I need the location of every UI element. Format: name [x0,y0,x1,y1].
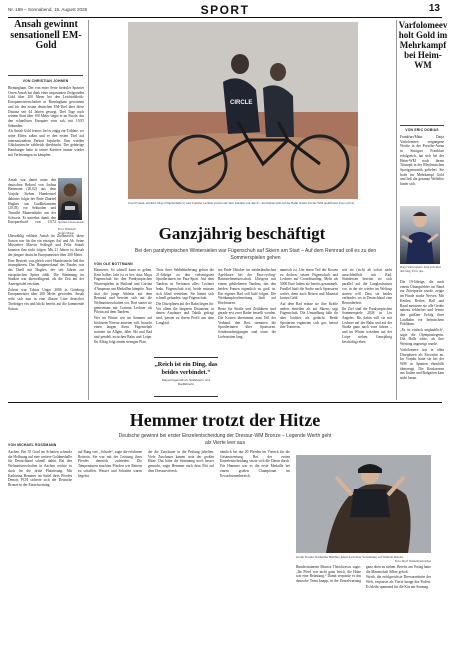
main-story-col-3 [218,268,276,398]
bottom-story-col-2: auf Rang vier. „Schade“, sagte die erfahrene Reiterin. Sie war mit der Leistung ihres Pferdes dennoch zufrieden. Die Temperaturen machten Pferden wie Reitern zu schaffen, Wasser und Schatten waren begehrt. [78,450,142,478]
page-number: 13 [428,3,440,14]
bottom-story-col-5 [296,565,431,665]
main-story-subhead: Bei den paralympischen Wintersielen war Fügenschuh auf Skiern am Start – Auf dem Rennrad soll es zu den Sommerspielen gehen [134,248,377,261]
pull-quote [154,357,218,397]
right-story-headline: Varfolomeev holt Gold im Mehrkampf bei Heim-WM [398,20,448,70]
varfolomeev-photo-caption [400,266,444,274]
tandem-photo [128,22,358,199]
pull-quote-author: Maya Fügenschuh, Skifahrerin und Radfahrerin [162,378,210,387]
main-story-col-4 [280,268,338,398]
section-title: SPORT [200,3,250,17]
bottom-story-headline: Hemmer trotzt der Hitze [129,410,321,430]
left-story-rule [8,75,83,76]
varfolomeev-caption-credit: Foto: dpa [411,268,424,273]
right-story-rule [400,125,444,126]
main-story-col-5 [342,268,392,398]
left-story-headline: Ansah gewinnt sensationell EM-Gold [10,19,82,51]
bottom-paragraph: Werth, die erfolgreichste Dressurreiterin der Welt, verpasste als Vierte knapp das Podest. Es bleibt spannend für die Kür am Sonntag. [366,575,431,589]
left-story-body [8,86,84,178]
right-paragraph: Varfolomeev trat in allen Disziplinen als Favoritin an. Im Vorjahr hatte sie bei der WM in Spanien ebenfalls überzeugt. Die Konkurrenz aus Italien und Bulgarien kam nicht heran. [400,347,444,381]
bottom-story-subhead: Deutsche gewinnt bei erster Einzelentscheidung der Dressur-WM Bronze – Legende Werth geht als Vierte leer aus [118,433,332,446]
hemmer-caption-text: Große Freude: Katharina Hemmer jubelt nach ihrer Vorstellung auf Wallach Denoix. [296,555,404,559]
main-paragraph: Trotz ihrer Sehbehinderung gehört die 21-Jährige zu den vielseitigsten Sportlerinnen im Para-Sport. Auf dem Tandem ist Vertrauen alles: Lechner lenkt, Fügenschuh tritt, beide müssen sich blind verstehen. Sie hätten sich schnell gefunden, sagt Fügenschuh. [156,268,214,301]
left-story-body-wrap: Ansah war damit unter den deutschen Rekord von Joshua Hartmann (20,02) aus dem Vorjahr. Sieben Hundertstel dahinter folgte der Brite Zharnel Hughes aus Großbritannien (20,03) vor Sekunden und Timothé Mumenthaler aus der Schweiz. Er unterbot damit den Europarekord von 19,72 [8,178,56,224]
ansah-photo-credit: Foto: IMAGO/ Stefan Mayer [58,227,77,235]
main-paragraph: Wer im Winter wie im Sommer auf höchstem Niveau antreten will, braucht einen langen Atem. Fügenschuh trainiert im Allgäu, fährt Ski und Rad und pendelt zwischen Bahn und Loipe. Ihr Alltag folgt einem strengen Plan. [94,316,152,344]
column-divider [396,20,397,400]
main-paragraph: ten Ende Oktober im niederländischen Apeldoorn bei der Para-cycling-Bahnweltmeisterschaft. Übrigens mit einem gebliehenen Tandem, das den beiden Frauen eigentlich zu groß ist. Ein eigenes Rad soll bald folgen. Die Wettkampfvorbereitung läuft auf Hochtouren. [218,268,276,305]
column-divider [88,20,89,400]
right-story-byline: VON ERIC DOBIAS [405,128,439,132]
main-story-col-1 [94,268,152,398]
main-paragraph: Auf dem Rad müsse sie ihre Kräfte anders einteilen als auf Skiern, sagt Fügenschuh. Die Umstellung falle ihr aber leichter als gedacht. Beide Sportarten ergänzten sich gut, betont ihre Trainerin. [280,301,338,330]
hemmer-caption-credit: Foto: Rolf Vennenbernd/dpa [394,559,431,563]
right-paragraph: Die 19-Jährige, die nach einem Übungsfehler im Band zur Zitterpartie wurde, zeigte im Finale starke Nerven. Mit Keulen, Reifen, Ball und Band meisterte sie alle Geräte nahezu fehlerfrei und feierte den größten Erfolg ihrer Laufbahn vor heimischem Publikum. [400,280,444,327]
left-story-body-continued [8,234,84,398]
ansah-photo [58,178,82,220]
main-story-byline: VON OLE BOTTMANN [94,262,133,266]
right-story-body: Frankfurt/Main. Darja Varfolomeev, vergangene Woche in der Porsche-Arena in Stuttgart Frankfurt erfolgreich, hat sich bei der Heim-WM nach ihrem Triumph in der Rhythmischen Sportgymnastik geliefert. Sie holte im Mehrkampf Gold und ließ die gesamte Weltelite hinter sich. [400,135,444,187]
bottom-story-col-1: Aachen. Bei 35 Grad im Schatten schmolz die Hoffnung auf eine weitere Goldmedaille für Deutschland schnell dahin. Bei den Weltmeisterschaften in Aachen reichte es doch für die dritte Platzierung. Mit Katharina Hemmer im Sattel ihres Pferdes Denoix PCH sicherte sich die Deutsche Bronze in der Einzelwertung. [8,450,72,487]
jersey-print: CIRCLE [230,100,253,106]
main-story-headline: Ganzjährig beschäftigt [158,224,326,243]
section-separator [8,402,442,403]
hemmer-photo-caption [296,555,431,563]
main-paragraph: Ihr Ziel sind die Paralympischen Sommerspiele 2028 in Los Angeles. Bis dahin will sie mit Lechner auf der Bahn und auf der Straße ganz nach vorn fahren – und im Winter trotzdem auf der Loipe stehen. Ganzjährig beschäftigt eben. [342,306,392,344]
bottom-story-col-3: der die Zuschauer in die Prüfung jubelten. Viele Zuschauer kamen trotz der großen Hitze. Das hätte die Stimmung noch besser gemacht, sagte Hemmer nach dem Ritt auf dem Dressurviereck. [148,450,214,473]
left-story-byline: VON CHRISTIAN JOHNEN [22,79,69,83]
main-paragraph: Beste für Straße und Zeitfahren sind gerade erst zwei Räder bestellt worden. Die Kosten übernimmt zum Teil der Verband, den Rest stemmen die Sportlerinnen über Sponsoren. Sonderanfertigungen sind teuer, die Lieferzeiten lang. [218,306,276,339]
right-paragraph: „Es ist einfach unglaublich“, sagte die Olympiasiegerin. Die Halle tobte, als ihre Wertung angezeigt wurde. [400,328,444,347]
bottom-paragraph: Bundestrainerin Monica Theodorescu sagte: „Ihr Pferd war nicht ganz frisch, die Hitze war eine Belastung.“ Damit verpasste es das deutsche Team knapp, in der Einzelwertung ganz oben zu stehen. Bereits am Vortag hatte die Mannschaft Silber geholt. [296,565,431,584]
main-paragraph: Hannover. So schnell kann es gehen. Kein halbes Jahr ist es her, dass Maya Fügenschuh bei den Paralympischen Winterspielen in Mailand und Cortina d'Ampezzo um Medaillen kämpfte. Nun sitzt die junge Athletin auf dem Rennrad und bereitet sich auf die Weltmeisterschaften vor. Dort startet sie gemeinsam mit Corinna Lechner als Pilotin auf dem Tandem. [94,268,152,315]
header-issue-info: Nr. 189 – Sonnabend, 15. August 2026 [8,7,88,12]
tandem-caption-text: Zwei Frauen, ein Rad: Maya Fügenschuh (l.) und Corinna Lechner starten auf dem Tandem voll durch – und haben sich auf der Bahn bereits für die WM qualifiziert. [128,201,339,205]
tandem-photo-caption [128,201,354,205]
left-story-paragraph: Birmingham. Der von einer Serie fiedruler Sprinter Owen Ansah hat dank einer imposanten Zielgeraden Gold über 200 Meter bei den Leichtathletik-Europameisterschaften in Birmingham gewonnen und für den ersten deutschen EM-Titel über diese Distanz seit 44 Jahren gesorgt. Drei Tage nach seinem Start über 100 Meter siegte er im Finale, das den schnellsten Europäer vorn sah, mit 19,95 Sekunden. [8,86,84,128]
left-story-paragraph: Überzählig erklärte Ansah im Zielbereich, diese Saison war für ihn ein einziges Auf und Ab. Seine Mitstreiter Marvin Schlegel und Felix Straub konnten ihm nicht folgen. Mit 21 Jahren ist Ansah der jüngste deutsche Europameister über 200 Meter. [8,234,84,257]
tandem-caption-credit: Foto: privat [339,201,354,205]
left-story-paragraph: Eine Bestzeit von gleich zwei Hundertsteln ließ ihn triumphieren. Das Hauptmerkmal des Finales war das Duell mit Hughes, der seit Jahren zur europäischen Spitze zählt. Die Stimmung im Stadion war überwältigend, als die Zeit auf der Anzeigetafel erschien. [8,258,84,287]
bottom-story-byline: VON MICHAEL ROSSMANN [8,443,57,447]
varfolomeev-caption-text: Darja Varfolomeev freut sich über den Sieg. [400,265,441,273]
left-story-paragraph: Als Ansah Gold feierte, lief er zügig zur Tribüne, wo seine Eltern saßen und er den ersten Titel auf internationalem Parkett bejubelte. Ihm wurden Glückwünsche zahlreich überbracht. Der gebürtige Hamburger hatte in seiner Karriere immer wieder mit Verletzungen zu kämpfen. [8,129,84,157]
main-paragraph: seit sie (sich) ab sofort nicht ausschließlich mit Rad. Stattdessen bereitet sie sich parallel auf die Langlaufsaison vor, in der sie wieder im Weltcup starten will. Dass sie beides verbindet, sei in Deutschland eine Besonderheit. [342,268,392,305]
ansah-photo-caption: Sprinter Owen Ansah [58,220,84,224]
header-rule [8,17,442,18]
main-story-col-2 [156,268,214,364]
left-story-paragraph: Zuletzt war Tobias Unger 2006 in Göteborg Europameister über 200 Meter geworden. Ansah reiht sich nun in eine illustre Liste deutscher Titelträger ein und blickt bereits auf die kommende Saison. [8,287,84,311]
pull-quote-text: „Reich ist ein Ding, das beides verbindet.“ [154,361,218,376]
bottom-story-col-4: nämlich bei nur 20 Pferden im Viereck für die Gesamtwertung. Bei der ersten Einzelentscheidung setzte sich die Dänin durch. Für Hemmer war es die erste Medaille bei einem großen Championat im Erwachsenenbereich. [220,450,290,478]
main-paragraph: Die Disziplinen auf der Bahn liegen ihr. Vor allem die längeren Distanzen, in denen Ausdauer und Taktik gefragt sind, passen zu ihrem Profil aus dem Langlauf. [156,301,214,325]
main-paragraph: namisch ist. Um einen Teil der Kosten zu decken, setzen Fügenschuh und Lechner auf Crowdfunding. Mehr als 5000 Euro haben sie bereits gesammelt. Parallel läuft die Suche nach Sponsoren weiter, denn auch Reisen und Material kosten Geld. [280,268,338,301]
hemmer-photo [296,455,431,553]
varfolomeev-photo [400,206,440,264]
right-story-body-continued [400,280,444,398]
